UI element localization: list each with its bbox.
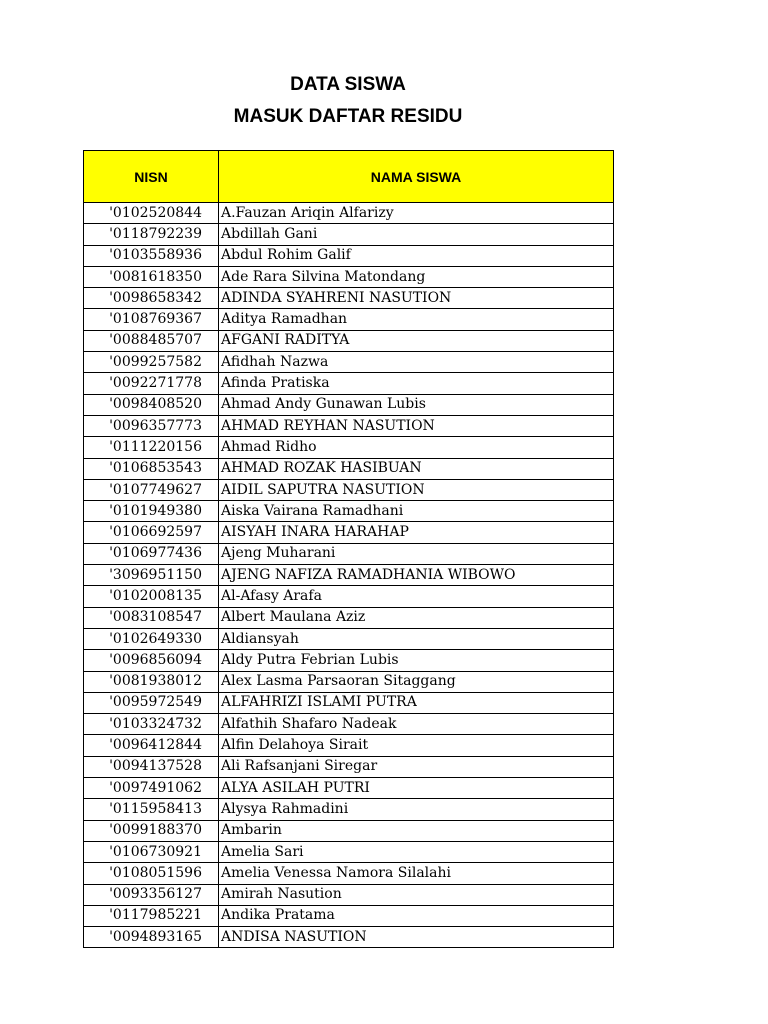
nisn-cell: '0096412844 <box>84 735 219 756</box>
student-name-cell: Amelia Venessa Namora Silalahi <box>219 863 614 884</box>
table-row <box>84 692 614 713</box>
nisn-cell: '0081618350 <box>84 266 219 287</box>
nisn-cell: '0092271778 <box>84 373 219 394</box>
student-name-cell: AISYAH INARA HARAHAP <box>219 522 614 543</box>
student-name-cell: Alysya Rahmadini <box>219 799 614 820</box>
table-row <box>84 628 614 649</box>
student-name-cell: Ajeng Muharani <box>219 543 614 564</box>
table-header-row <box>84 151 614 203</box>
nisn-cell: '0106977436 <box>84 543 219 564</box>
student-name-cell: ALYA ASILAH PUTRI <box>219 778 614 799</box>
table-row <box>84 437 614 458</box>
student-name-cell: Ade Rara Silvina Matondang <box>219 266 614 287</box>
column-header-nisn: NISN <box>84 151 219 203</box>
table-row <box>84 863 614 884</box>
table-row <box>84 352 614 373</box>
nisn-cell: '0117985221 <box>84 905 219 926</box>
table-row <box>84 458 614 479</box>
table-row <box>84 927 614 948</box>
table-row <box>84 756 614 777</box>
nisn-cell: '0099188370 <box>84 820 219 841</box>
nisn-cell: '0083108547 <box>84 607 219 628</box>
student-name-cell: Andika Pratama <box>219 905 614 926</box>
table-row <box>84 799 614 820</box>
nisn-cell: '0102520844 <box>84 203 219 224</box>
table-row <box>84 522 614 543</box>
table-row <box>84 607 614 628</box>
student-name-cell: AIDIL SAPUTRA NASUTION <box>219 479 614 500</box>
nisn-cell: '0096856094 <box>84 650 219 671</box>
table-row <box>84 543 614 564</box>
nisn-cell: '0108769367 <box>84 309 219 330</box>
nisn-cell: '0106853543 <box>84 458 219 479</box>
table-row <box>84 884 614 905</box>
table-row <box>84 905 614 926</box>
table-row <box>84 586 614 607</box>
student-name-cell: A.Fauzan Ariqin Alfarizy <box>219 203 614 224</box>
table-row <box>84 501 614 522</box>
document-title: DATA SISWA <box>290 74 406 95</box>
student-name-cell: Amirah Nasution <box>219 884 614 905</box>
nisn-cell: '0115958413 <box>84 799 219 820</box>
student-name-cell: Alfin Delahoya Sirait <box>219 735 614 756</box>
nisn-cell: '3096951150 <box>84 565 219 586</box>
table-row <box>84 394 614 415</box>
student-name-cell: Aldiansyah <box>219 628 614 649</box>
nisn-cell: '0118792239 <box>84 224 219 245</box>
nisn-cell: '0096357773 <box>84 415 219 436</box>
student-name-cell: Alex Lasma Parsaoran Sitaggang <box>219 671 614 692</box>
student-name-cell: Aditya Ramadhan <box>219 309 614 330</box>
nisn-cell: '0098658342 <box>84 288 219 309</box>
table-row <box>84 373 614 394</box>
table-row <box>84 309 614 330</box>
nisn-cell: '0103324732 <box>84 714 219 735</box>
nisn-cell: '0094893165 <box>84 927 219 948</box>
student-name-cell: Abdillah Gani <box>219 224 614 245</box>
table-row <box>84 565 614 586</box>
nisn-cell: '0101949380 <box>84 501 219 522</box>
nisn-cell: '0106692597 <box>84 522 219 543</box>
document-subtitle: MASUK DAFTAR RESIDU <box>233 106 463 127</box>
table-row <box>84 841 614 862</box>
table-row <box>84 735 614 756</box>
nisn-cell: '0108051596 <box>84 863 219 884</box>
nisn-cell: '0103558936 <box>84 245 219 266</box>
student-name-cell: Afidhah Nazwa <box>219 352 614 373</box>
student-name-cell: Afinda Pratiska <box>219 373 614 394</box>
student-name-cell: ANDISA NASUTION <box>219 927 614 948</box>
student-name-cell: Aldy Putra Febrian Lubis <box>219 650 614 671</box>
student-name-cell: Ahmad Andy Gunawan Lubis <box>219 394 614 415</box>
table-row <box>84 330 614 351</box>
nisn-cell: '0081938012 <box>84 671 219 692</box>
table-row <box>84 714 614 735</box>
nisn-cell: '0097491062 <box>84 778 219 799</box>
nisn-cell: '0102008135 <box>84 586 219 607</box>
student-name-cell: AHMAD REYHAN NASUTION <box>219 415 614 436</box>
student-name-cell: Albert Maulana Aziz <box>219 607 614 628</box>
nisn-cell: '0094137528 <box>84 756 219 777</box>
nisn-cell: '0107749627 <box>84 479 219 500</box>
student-name-cell: Alfathih Shafaro Nadeak <box>219 714 614 735</box>
nisn-cell: '0102649330 <box>84 628 219 649</box>
table-header <box>84 151 614 203</box>
table-row <box>84 288 614 309</box>
nisn-cell: '0106730921 <box>84 841 219 862</box>
student-name-cell: Ali Rafsanjani Siregar <box>219 756 614 777</box>
table-row <box>84 266 614 287</box>
student-table <box>83 150 614 948</box>
table-row <box>84 820 614 841</box>
table-row <box>84 245 614 266</box>
nisn-cell: '0095972549 <box>84 692 219 713</box>
nisn-cell: '0111220156 <box>84 437 219 458</box>
student-name-cell: Ambarin <box>219 820 614 841</box>
student-name-cell: Aiska Vairana Ramadhani <box>219 501 614 522</box>
table-row <box>84 203 614 224</box>
table-row <box>84 479 614 500</box>
nisn-cell: '0093356127 <box>84 884 219 905</box>
student-name-cell: Al-Afasy Arafa <box>219 586 614 607</box>
column-header-nama-siswa: NAMA SISWA <box>219 151 614 203</box>
table-row <box>84 778 614 799</box>
student-name-cell: Ahmad Ridho <box>219 437 614 458</box>
student-name-cell: AJENG NAFIZA RAMADHANIA WIBOWO <box>219 565 614 586</box>
student-name-cell: ADINDA SYAHRENI NASUTION <box>219 288 614 309</box>
table-row <box>84 224 614 245</box>
table-body <box>84 203 614 948</box>
table-row <box>84 415 614 436</box>
nisn-cell: '0088485707 <box>84 330 219 351</box>
nisn-cell: '0099257582 <box>84 352 219 373</box>
nisn-cell: '0098408520 <box>84 394 219 415</box>
student-name-cell: ALFAHRIZI ISLAMI PUTRA <box>219 692 614 713</box>
table-row <box>84 650 614 671</box>
student-name-cell: AHMAD ROZAK HASIBUAN <box>219 458 614 479</box>
table-row <box>84 671 614 692</box>
student-name-cell: Amelia Sari <box>219 841 614 862</box>
student-name-cell: Abdul Rohim Galif <box>219 245 614 266</box>
student-name-cell: AFGANI RADITYA <box>219 330 614 351</box>
